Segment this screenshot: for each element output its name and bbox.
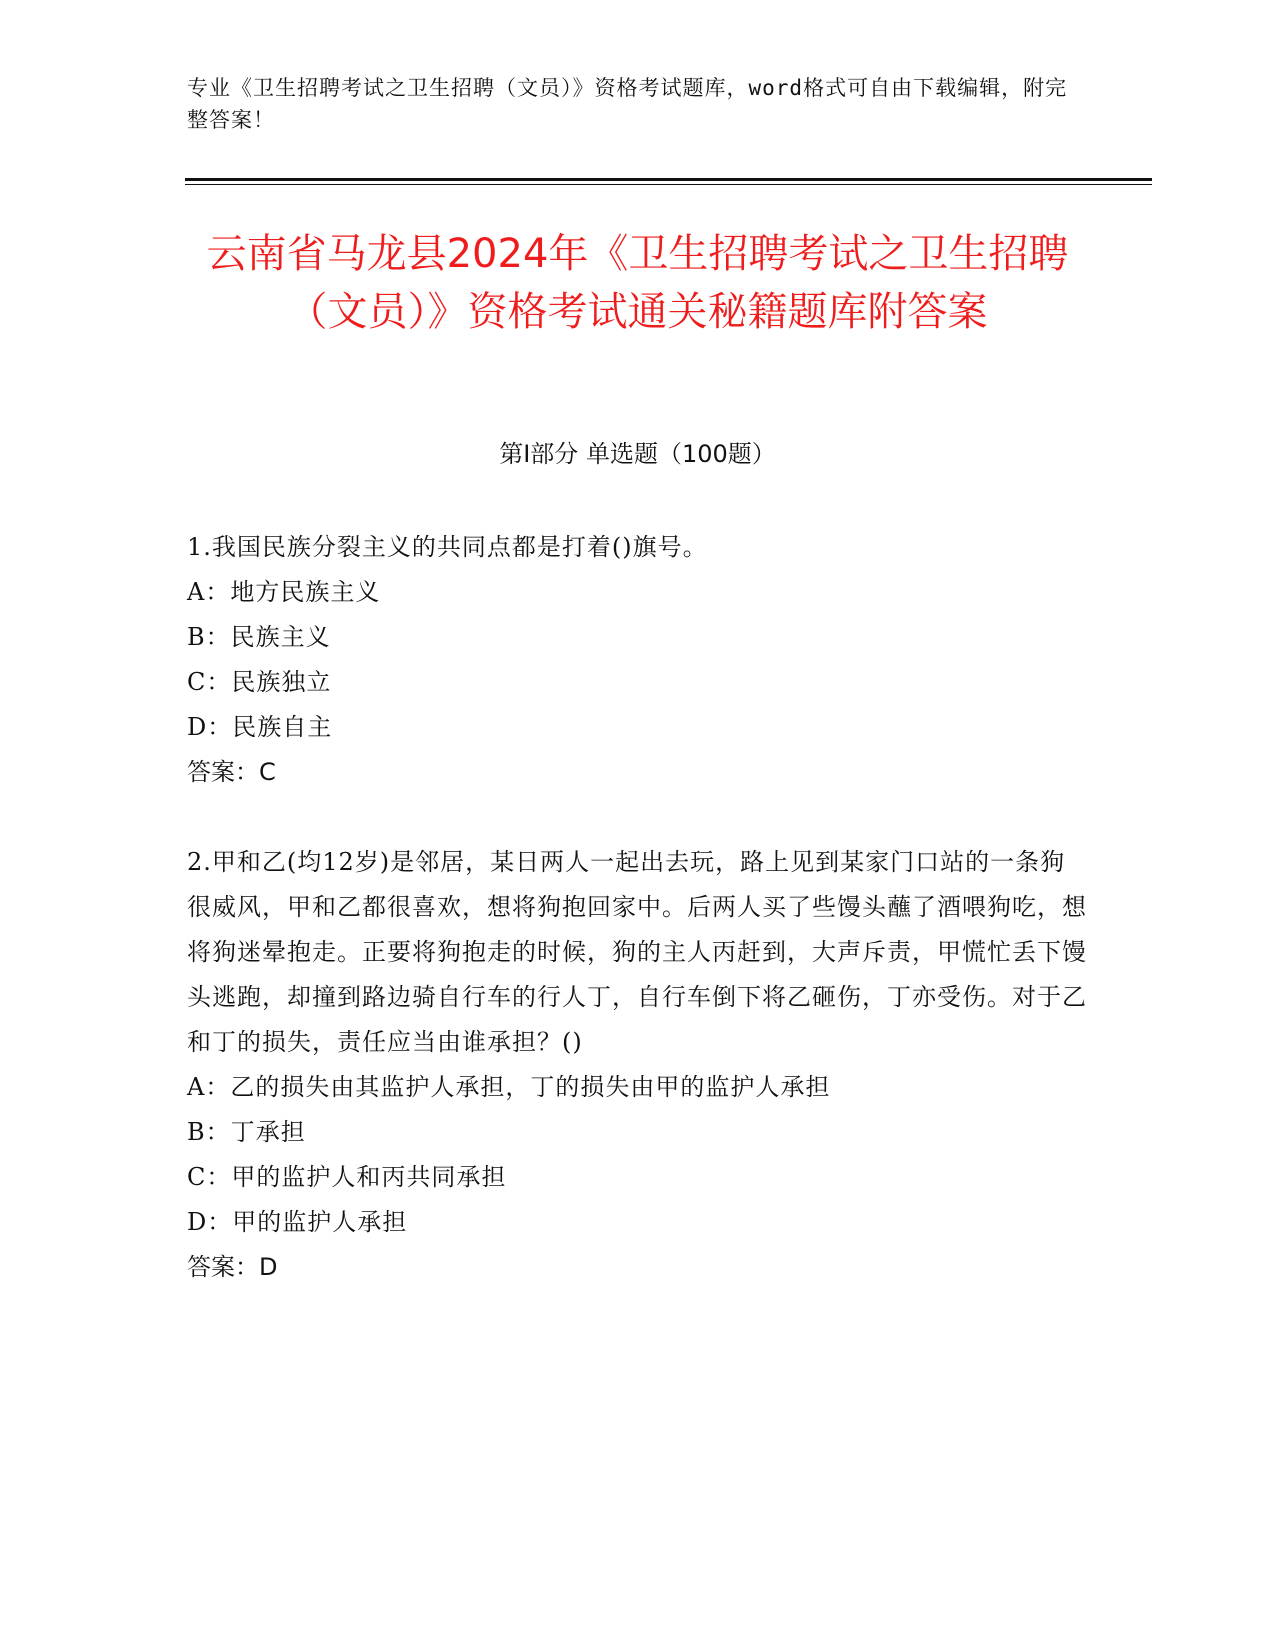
question-2: [187, 840, 1087, 1290]
question-1: [187, 525, 1087, 795]
option-c: C：甲的监护人和丙共同承担: [187, 1163, 507, 1191]
option-d: D：甲的监护人承担: [187, 1208, 408, 1236]
header-divider-thick: [185, 178, 1152, 181]
option-a: A：乙的损失由其监护人承担，丁的损失由甲的监护人承担: [187, 1073, 831, 1101]
answer: 答案：C: [187, 758, 276, 786]
option-c: C：民族独立: [187, 668, 332, 696]
answer: 答案：D: [187, 1253, 278, 1281]
header-note: 专业《卫生招聘考试之卫生招聘（文员）》资格考试题库，word格式可自由下载编辑，附完整答案！: [187, 76, 1068, 132]
option-b: B：民族主义: [187, 623, 331, 651]
section-title: 第Ⅰ部分 单选题（100题）: [499, 440, 776, 468]
question-stem: 1.我国民族分裂主义的共同点都是打着()旗号。: [187, 533, 708, 561]
question-stem: 2.甲和乙(均12岁)是邻居，某日两人一起出去玩，路上见到某家门口站的一条狗很威风，甲和乙都很喜欢，想将狗抱回家中。后两人买了些馒头蘸了酒喂狗吃，想将狗迷晕抱走。正要将狗抱走的时候，狗的主人丙赶到，大声斥责，甲慌忙丢下馒头逃跑，却撞到路边骑自行车的行人丁，自行车倒下将乙砸伤，丁亦受伤。对于乙和丁的损失，责任应当由谁承担？(): [187, 848, 1087, 1056]
option-d: D：民族自主: [187, 713, 333, 741]
option-b: B：丁承担: [187, 1118, 306, 1146]
header-divider-thin: [185, 184, 1152, 185]
document-title: 云南省马龙县2024年《卫生招聘考试之卫生招聘（文员）》资格考试通关秘籍题库附答案: [206, 231, 1069, 335]
option-a: A：地方民族主义: [187, 578, 381, 606]
question-list: [187, 525, 1087, 1290]
